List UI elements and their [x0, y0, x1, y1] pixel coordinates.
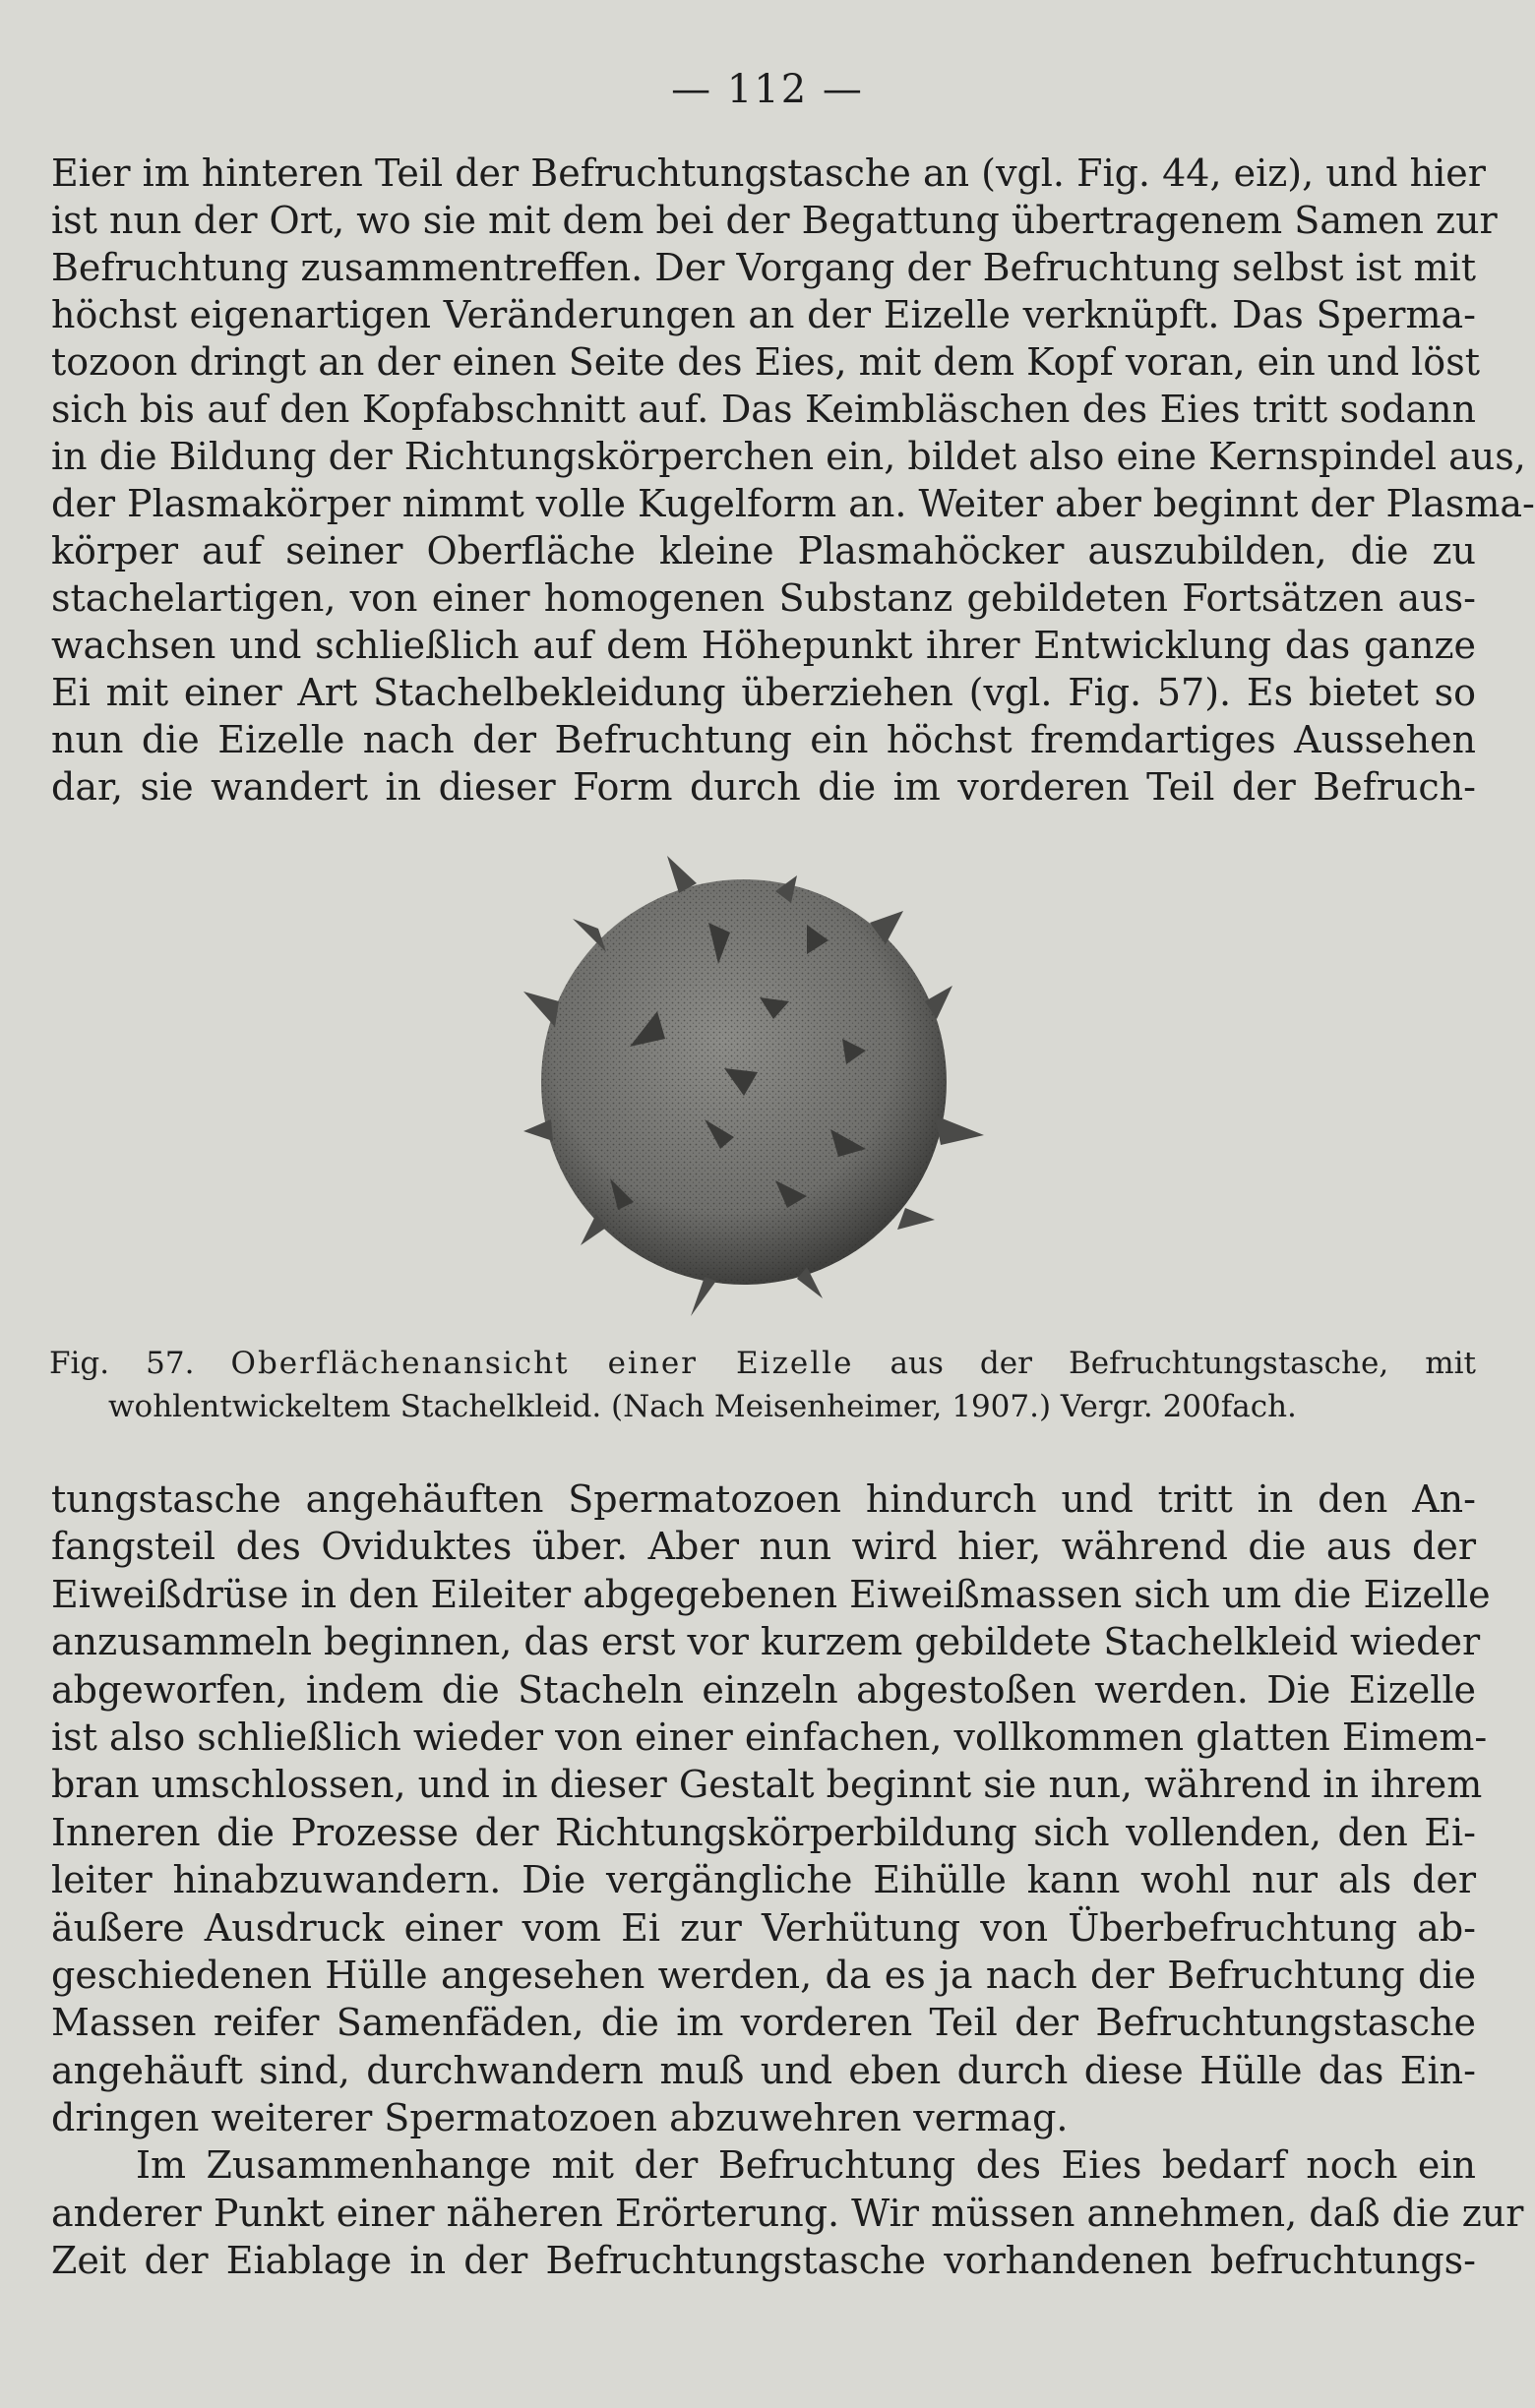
- text-line: anderer Punkt einer näheren Erörterung. Wir müssen annehmen, daß die zur: [51, 2191, 1524, 2235]
- text-line: leiter hinabzuwandern. Die vergängliche Eihülle kann wohl nur als der: [51, 1858, 1476, 1902]
- text-line: fangsteil des Oviduktes über. Aber nun wird hier, während die aus der: [51, 1525, 1476, 1569]
- figure-caption: [49, 1342, 1476, 1428]
- figure-57: [512, 854, 1004, 1326]
- page-number: — 112 —: [671, 67, 864, 112]
- caption-line-2: wohlentwickeltem Stachelkleid. (Nach Meisenheimer, 1907.) Vergr. 200fach.: [108, 1389, 1297, 1424]
- text-line: tungstasche angehäuften Spermatozoen hindurch und tritt in den An-: [51, 1477, 1476, 1521]
- text-line: Inneren die Prozesse der Richtungskörperbildung sich vollenden, den Ei-: [51, 1810, 1476, 1854]
- text-line: Eier im hinteren Teil der Befruchtungstasche an (vgl. Fig. 44, eiz), und hier: [51, 151, 1486, 195]
- text-line: ist nun der Ort, wo sie mit dem bei der Begattung übertragenem Samen zur: [51, 199, 1498, 242]
- text-line: Zeit der Eiablage in der Befruchtungstasche vorhandenen befruchtungs-: [51, 2239, 1476, 2283]
- text-line: geschiedenen Hülle angesehen werden, da es ja nach der Befruchtung die: [51, 1953, 1476, 1997]
- paragraph-top: [51, 150, 1535, 811]
- text-line: Ei mit einer Art Stachelbekleidung überziehen (vgl. Fig. 57). Es bietet so: [51, 671, 1476, 714]
- text-line: anzusammeln beginnen, das erst vor kurzem gebildete Stachelkleid wieder: [51, 1620, 1481, 1664]
- text-line: Eiweißdrüse in den Eileiter abgegebenen Eiweißmassen sich um die Eizelle: [51, 1572, 1491, 1616]
- text-line: nun die Eizelle nach der Befruchtung ein höchst fremdartiges Aussehen: [51, 718, 1476, 761]
- text-line: wachsen und schließlich auf dem Höhepunkt ihrer Entwicklung das ganze: [51, 624, 1476, 667]
- text-line: körper auf seiner Oberfläche kleine Plasmahöcker auszubilden, die zu: [51, 529, 1476, 572]
- caption-line-1: [49, 1342, 1476, 1385]
- text-line: Im Zusammenhange mit der Befruchtung des Eies bedarf noch ein: [136, 2143, 1476, 2188]
- text-line: sich bis auf den Kopfabschnitt auf. Das Keimbläschen des Eies tritt sodann: [51, 388, 1476, 431]
- paragraph-bottom: [51, 1475, 1524, 2285]
- text-line: dringen weiterer Spermatozoen abzuwehren vermag.: [51, 2096, 1069, 2140]
- text-line: dar, sie wandert in dieser Form durch die im vorderen Teil der Befruch-: [51, 765, 1476, 809]
- text-line: bran umschlossen, und in dieser Gestalt beginnt sie nun, während in ihrem: [51, 1763, 1483, 1807]
- figure-title: Oberflächenansicht einer Eizelle: [230, 1346, 854, 1381]
- spiny-egg-cell-illustration: [512, 854, 1004, 1326]
- text-line: ist also schließlich wieder von einer einfachen, vollkommen glatten Eimem-: [51, 1715, 1488, 1759]
- text-line: abgeworfen, indem die Stacheln einzeln abgestoßen werden. Die Eizelle: [51, 1667, 1476, 1712]
- figure-label: Fig. 57.: [49, 1346, 195, 1381]
- text-line: angehäuft sind, durchwandern muß und eben durch diese Hülle das Ein-: [51, 2048, 1476, 2092]
- text-line: der Plasmakörper nimmt volle Kugelform an. Weiter aber beginnt der Plasma-: [51, 482, 1535, 525]
- text-line: höchst eigenartigen Veränderungen an der Eizelle verknüpft. Das Sperma-: [51, 293, 1476, 336]
- text-line: äußere Ausdruck einer vom Ei zur Verhütung von Überbefruchtung ab-: [51, 1905, 1476, 1950]
- text-line: stachelartigen, von einer homogenen Substanz gebildeten Fortsätzen aus-: [51, 576, 1476, 620]
- caption-rest: aus der Befruchtungstasche, mit: [890, 1346, 1477, 1381]
- text-line: Befruchtung zusammentreffen. Der Vorgang der Befruchtung selbst ist mit: [51, 246, 1476, 289]
- text-line: tozoon dringt an der einen Seite des Eies, mit dem Kopf voran, ein und löst: [51, 340, 1480, 384]
- text-line: Massen reifer Samenfäden, die im vorderen Teil der Befruchtungstasche: [51, 2001, 1476, 2045]
- text-line: in die Bildung der Richtungskörperchen ein, bildet also eine Kernspindel aus,: [51, 435, 1526, 478]
